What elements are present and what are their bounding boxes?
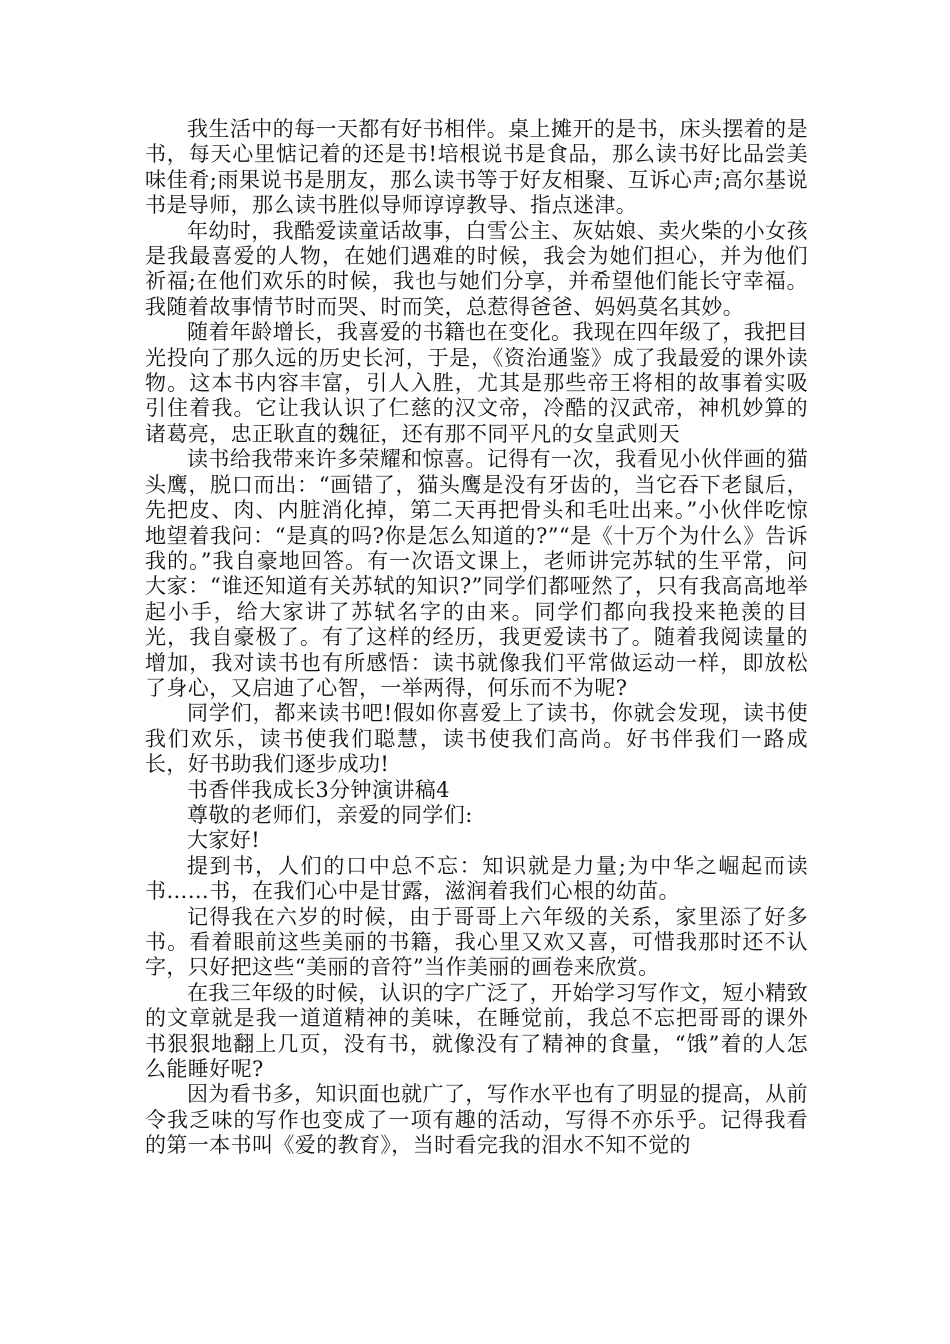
paragraph: 我生活中的每一天都有好书相伴。桌上摊开的是书，床头摆着的是书，每天心里惦记着的还是书!培根说书是食品，那么读书好比品尝美味佳肴;雨果说书是朋友，那么读书等于好友相聚、互诉心声;高尔基说书是导师，那么读书胜似导师谆谆教导、指点迷津。 (145, 117, 808, 218)
paragraph: 在我三年级的时候，认识的字广泛了，开始学习写作文，短小精致的文章就是我一道道精神的美味，在睡觉前，我总不忘把哥哥的课外书狠狠地翻上几页，没有书，就像没有了精神的食量，“饿”着的人怎么能睡好呢? (145, 980, 808, 1082)
salutation: 尊敬的老师们，亲爱的同学们: (187, 802, 473, 827)
paragraph: 随着年龄增长，我喜爱的书籍也在变化。我现在四年级了，我把目光投向了那久远的历史长河，于是，《资治通鉴》成了我最爱的课外读物。这本书内容丰富，引人入胜，尤其是那些帝王将相的故事着实吸引住着我。它让我认识了仁慈的汉文帝，冷酷的汉武帝，神机妙算的诸葛亮，忠正耿直的魏征，还有那不同平凡的女皇武则天 (145, 320, 808, 446)
paragraph: 年幼时，我酷爱读童话故事，白雪公主、灰姑娘、卖火柴的小女孩是我最喜爱的人物，在她们遇难的时候，我会为她们担心，并为他们祈福;在他们欢乐的时候，我也与她们分享，并希望他们能长守幸福。我随着故事情节时而哭、时而笑，总惹得爸爸、妈妈莫名其妙。 (145, 218, 808, 319)
document-page (145, 117, 808, 1159)
paragraph: 提到书，人们的口中总不忘：知识就是力量;为中华之崛起而读书……书，在我们心中是甘露，滋润着我们心根的幼苗。 (145, 853, 808, 904)
greeting: 大家好! (187, 828, 261, 853)
section-heading: 书香伴我成长3分钟演讲稿4 (187, 777, 450, 802)
paragraph: 记得我在六岁的时候，由于哥哥上六年级的关系，家里添了好多书。看着眼前这些美丽的书籍，我心里又欢又喜，可惜我那时还不认字，只好把这些“美丽的音符”当作美丽的画卷来欣赏。 (145, 904, 808, 980)
paragraph: 读书给我带来许多荣耀和惊喜。记得有一次，我看见小伙伴画的猫头鹰，脱口而出：“画错了，猫头鹰是没有牙齿的，当它吞下老鼠后，先把皮、肉、内脏消化掉，第二天再把骨头和毛吐出来。”小伙伴吃惊地望着我问：“是真的吗?你是怎么知道的?”“是《十万个为什么》告诉我的。”我自豪地回答。有一次语文课上，老师讲完苏轼的生平常，问大家：“谁还知道有关苏轼的知识?”同学们都哑然了，只有我高高地举起小手，给大家讲了苏轼名字的由来。同学们都向我投来艳羡的目光，我自豪极了。有了这样的经历，我更爱读书了。随着我阅读量的增加，我对读书也有所感悟：读书就像我们平常做运动一样，即放松了身心，又启迪了心智，一举两得，何乐而不为呢? (145, 447, 808, 700)
paragraph: 因为看书多，知识面也就广了，写作水平也有了明显的提高，从前令我乏味的写作也变成了一项有趣的活动，写得不亦乐乎。记得我看的第一本书叫《爱的教育》，当时看完我的泪水不知不觉的 (145, 1082, 808, 1158)
paragraph: 同学们，都来读书吧!假如你喜爱上了读书，你就会发现，读书使我们欢乐，读书使我们聪慧，读书使我们高尚。好书伴我们一路成长，好书助我们逐步成功! (145, 701, 808, 777)
